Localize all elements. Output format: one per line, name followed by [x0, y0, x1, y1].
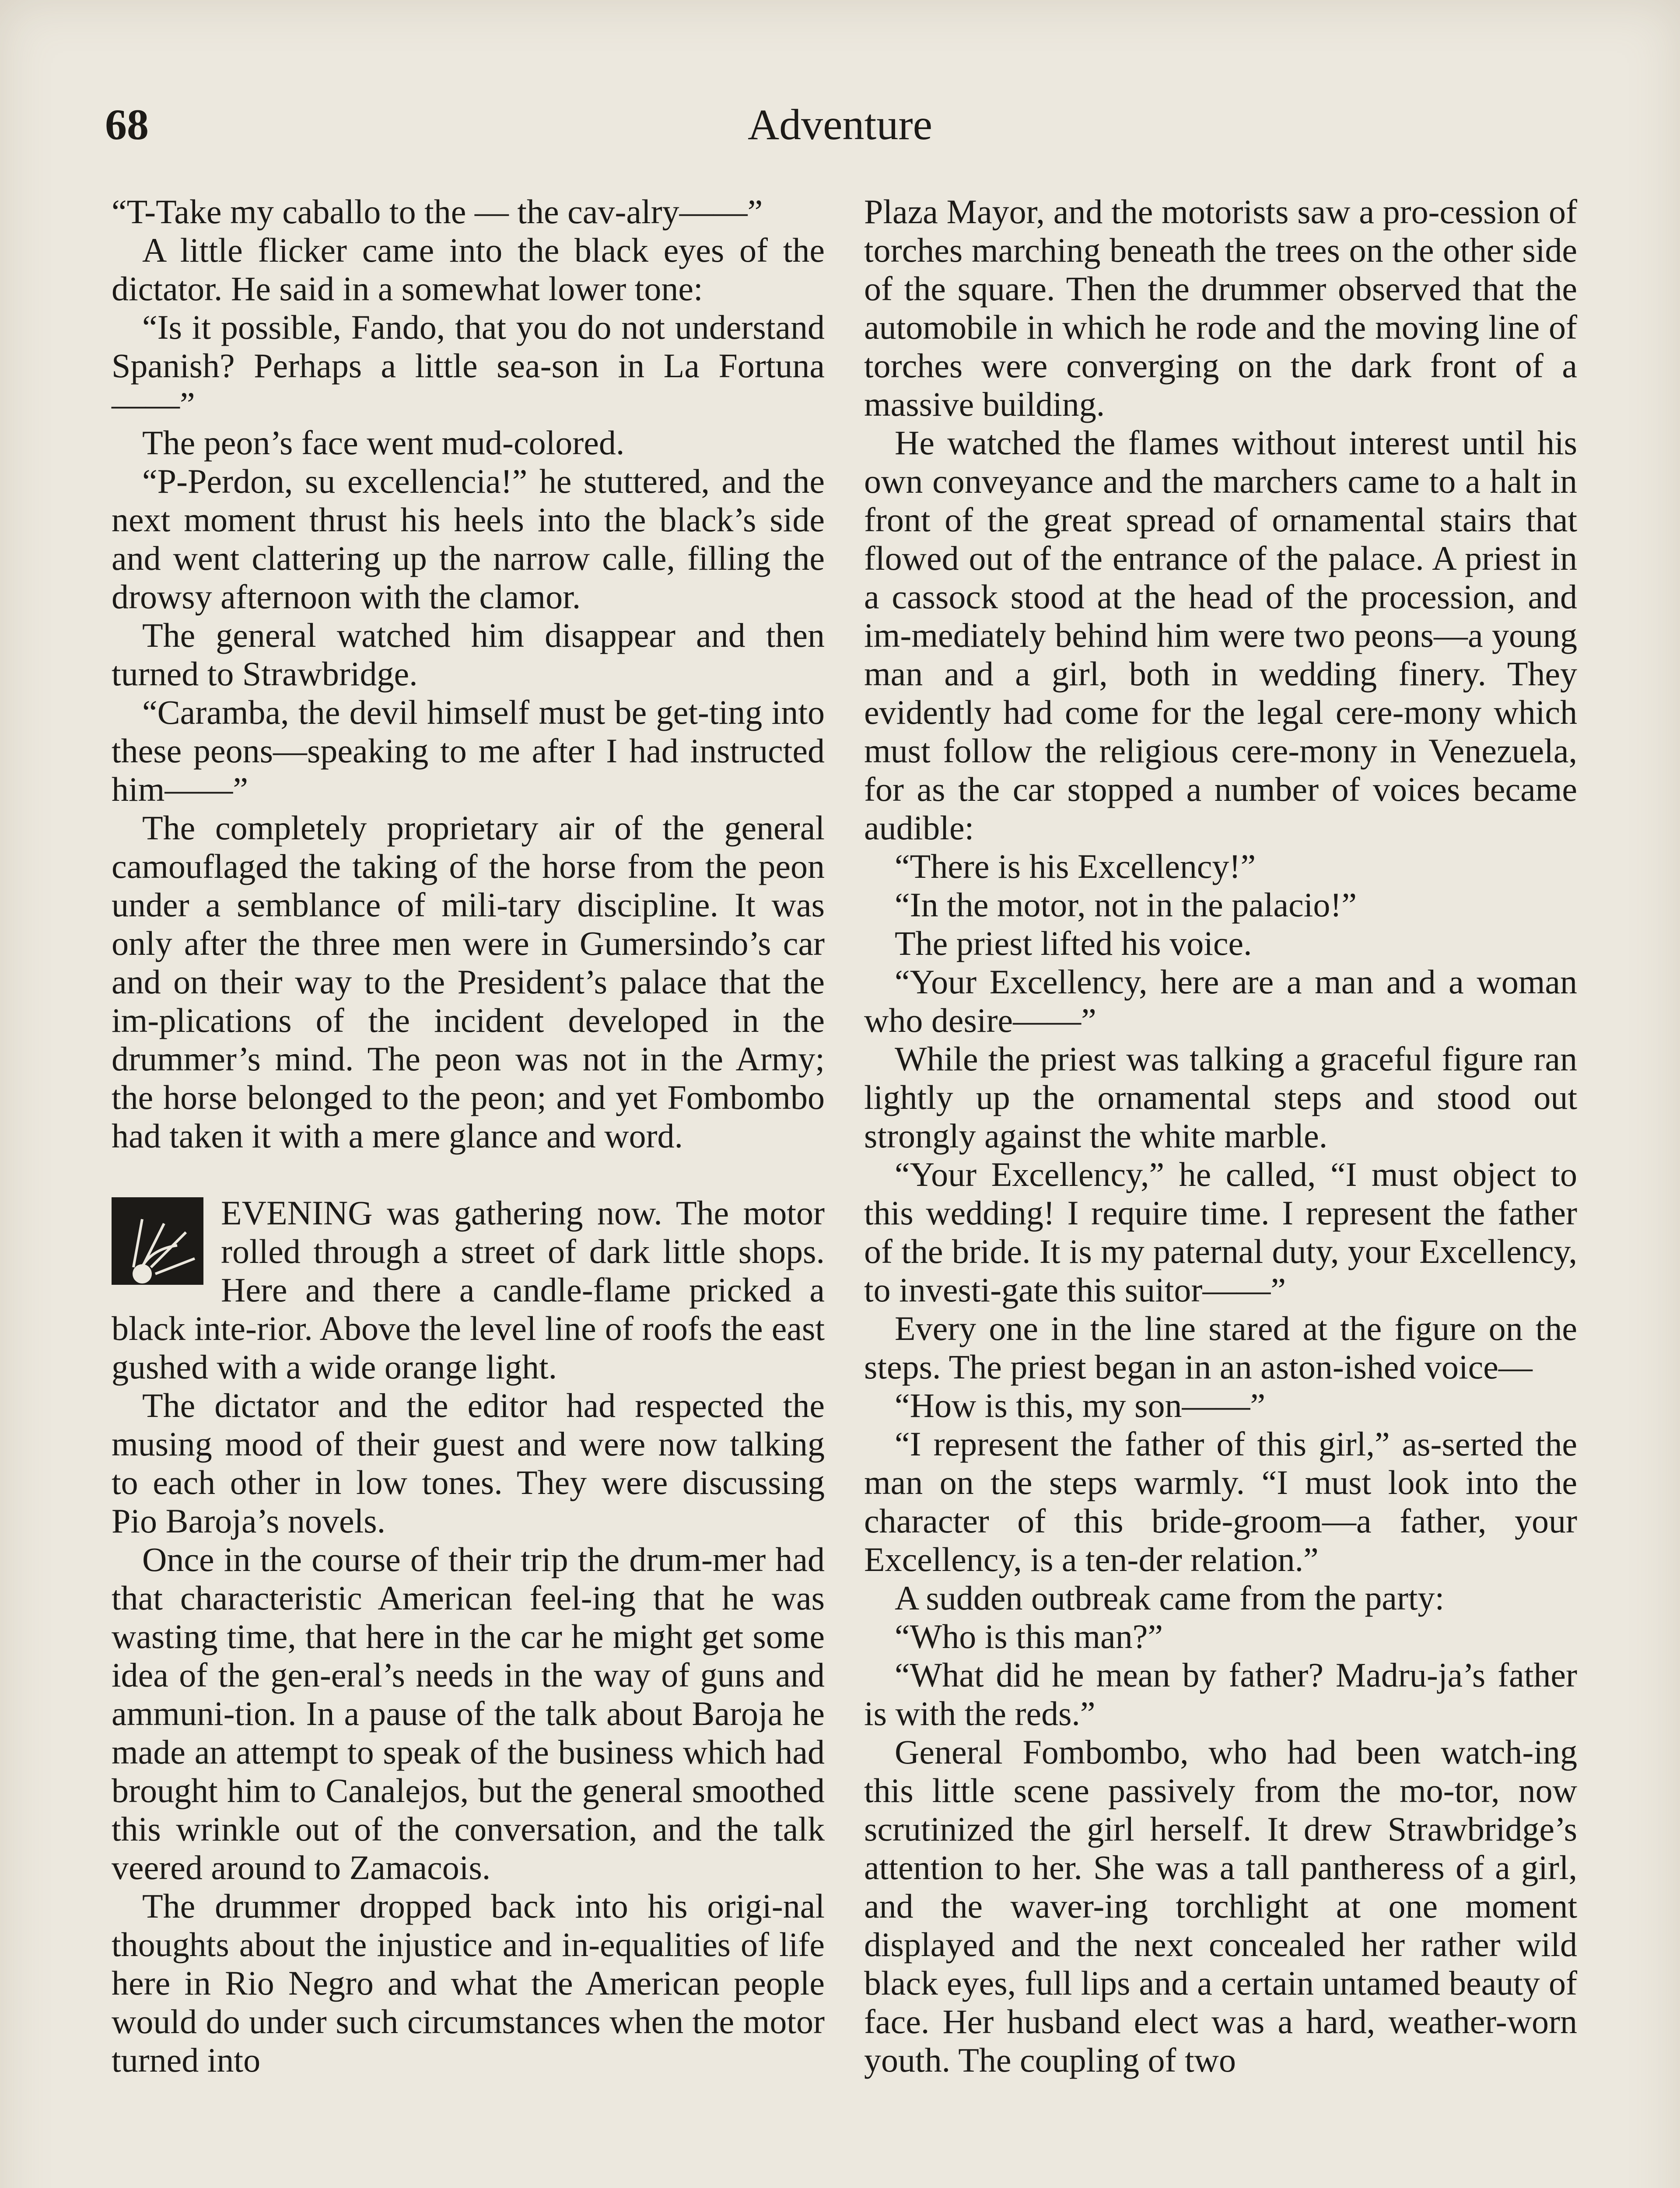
paragraph: While the priest was talking a graceful figure ran lightly up the ornamental steps and stood out strongly against the white marble.	[864, 1040, 1577, 1155]
right-column	[864, 193, 1577, 2079]
magazine-title: Adventure	[747, 100, 933, 149]
paragraph: “Caramba, the devil himself must be get-ting into these peons—speaking to me after I had instructed him——”	[112, 693, 825, 808]
paragraph: “Your Excellency,” he called, “I must object to this wedding! I require time. I represent the father of the bride. It is my paternal duty, your Excellency, to investi-gate this suitor——”	[864, 1155, 1577, 1309]
paragraph: General Fombombo, who had been watch-ing this little scene passively from the mo-tor, now scrutinized the girl herself. It drew Strawbridge’s attention to her. She was a tall pantheress of a girl, and the waver-ing torchlight at one moment displayed and the next concealed her rather wild black eyes, full lips and a certain untamed beauty of face. Her husband elect was a hard, weather-worn youth. The coupling of two	[864, 1733, 1577, 2079]
paragraph: “I represent the father of this girl,” as-serted the man on the steps warmly. “I must look into the character of this bride-groom—a father, your Excellency, is a ten-der relation.”	[864, 1425, 1577, 1578]
paragraph: Once in the course of their trip the drum-mer had that characteristic American feel-ing that he was wasting time, that here in the car he might get some idea of the gen-eral’s needs in the way of guns and ammuni-tion. In a pause of the talk about Baroja he made an attempt to speak of the business which had brought him to Canalejos, but the general smoothed this wrinkle out of the conversation, and the talk veered around to Zamacois.	[112, 1540, 825, 1886]
paragraph: Every one in the line stared at the figure on the steps. The priest began in an aston-ished voice—	[864, 1309, 1577, 1386]
paragraph: “Your Excellency, here are a man and a woman who desire——”	[864, 963, 1577, 1039]
paragraph: The general watched him disappear and then turned to Strawbridge.	[112, 616, 825, 693]
paragraph: Plaza Mayor, and the motorists saw a pro-cession of torches marching beneath the trees on the other side of the square. Then the drummer observed that the automobile in which he rode and the moving line of torches were converging on the dark front of a massive building.	[864, 193, 1577, 423]
paragraph: “T-Take my caballo to the — the cav-alry——”	[112, 193, 763, 231]
paragraph: The dictator and the editor had respected the musing mood of their guest and were now talking to each other in low tones. They were discussing Pio Baroja’s novels.	[112, 1386, 825, 1540]
paragraph: “How is this, my son——”	[895, 1386, 1266, 1424]
paragraph: A sudden outbreak came from the party:	[895, 1579, 1445, 1617]
paragraph: “Who is this man?”	[895, 1617, 1163, 1655]
paragraph: “Is it possible, Fando, that you do not understand Spanish? Perhaps a little sea-son in La Fortuna——”	[112, 308, 825, 423]
paragraph: The priest lifted his voice.	[895, 924, 1252, 962]
paragraph: The drummer dropped back into his origi-nal thoughts about the injustice and in-equalities of life here in Rio Negro and what the American people would do under such circumstances when the motor turned into	[112, 1887, 825, 2079]
paragraph: “In the motor, not in the palacio!”	[895, 886, 1357, 924]
paragraph: A little flicker came into the black eyes of the dictator. He said in a somewhat lower tone:	[112, 231, 825, 308]
section-opening-paragraph: EVENING was gathering now. The motor rolled through a street of dark little shops. Here and there a candle-flame pricked a black inte-rior. Above the level line of roofs the east gushed with a wide orange light.	[112, 1194, 825, 1386]
page-number: 68	[105, 100, 149, 149]
paragraph: The peon’s face went mud-colored.	[142, 424, 625, 462]
paragraph: “P-Perdon, su excellencia!” he stuttered, and the next moment thrust his heels into the black’s side and went clattering up the narrow calle, filling the drowsy afternoon with the clamor.	[112, 462, 825, 616]
paragraph: “There is his Excellency!”	[895, 847, 1256, 885]
paragraph: “What did he mean by father? Madru-ja’s father is with the reds.”	[864, 1656, 1577, 1732]
paragraph: He watched the flames without interest until his own conveyance and the marchers came to a halt in front of the great spread of ornamental stairs that flowed out of the entrance of the palace. A priest in a cassock stood at the head of the procession, and im-mediately behind him were two peons—a young man and a girl, both in wedding finery. They evidently had come for the legal cere-mony which must follow the religious cere-mony in Venezuela, for as the car stopped a number of voices became audible:	[864, 424, 1577, 847]
sunburst-ornament-icon	[112, 1197, 203, 1285]
paragraph: The completely proprietary air of the general camouflaged the taking of the horse from the peon under a semblance of mili-tary discipline. It was only after the three men were in Gumersindo’s car and on their way to the President’s palace that the im-plications of the incident developed in the drummer’s mind. The peon was not in the Army; the horse belonged to the peon; and yet Fombombo had taken it with a mere glance and word.	[112, 809, 825, 1155]
left-column	[112, 193, 825, 2079]
running-head	[105, 92, 1575, 158]
